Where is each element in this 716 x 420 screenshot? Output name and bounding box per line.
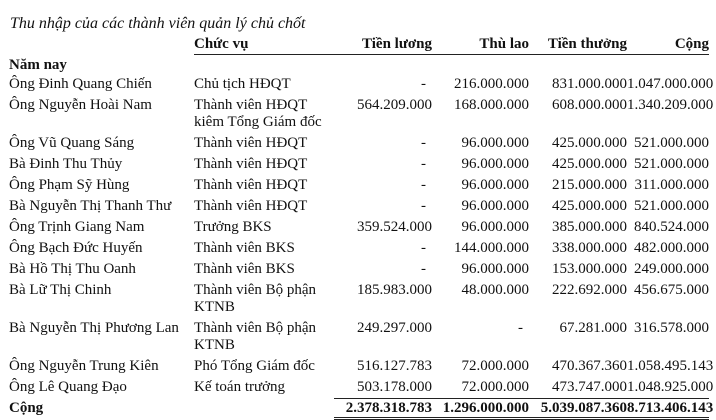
- bonus-cell: 67.281.000: [559, 320, 627, 336]
- member-role: [194, 217, 334, 238]
- member-name: Bà Đinh Thu Thủy: [9, 156, 123, 172]
- bonus-cell: 470.367.360: [552, 358, 627, 374]
- member-role-line1: Thành viên HĐQT: [194, 97, 308, 113]
- fee-cell: 216.000.000: [454, 76, 529, 92]
- member-role: [194, 356, 334, 377]
- total-cell: 1.047.000.000: [627, 76, 714, 92]
- fee-cell: 96.000.000: [461, 156, 529, 172]
- fee-cell: 144.000.000: [454, 240, 529, 256]
- bonus-cell: 425.000.000: [552, 135, 627, 151]
- member-name: Ông Bạch Đức Huyến: [9, 240, 143, 256]
- salary-cell: -: [421, 177, 426, 193]
- member-role-line1: Thành viên HĐQT: [194, 156, 308, 172]
- member-role: [194, 318, 334, 356]
- member-role-line1: Trưởng BKS: [194, 219, 272, 235]
- bonus-cell: 425.000.000: [552, 156, 627, 172]
- member-name: Bà Lữ Thị Chinh: [9, 282, 112, 298]
- compensation-table: [9, 36, 714, 420]
- section-label: Năm nay: [9, 57, 67, 73]
- salary-cell: 503.178.000: [357, 379, 432, 395]
- fee-cell: 168.000.000: [454, 97, 529, 113]
- total-cell: 316.578.000: [634, 320, 709, 336]
- member-role-line1: Thành viên HĐQT: [194, 198, 308, 214]
- member-role-line2: kiêm Tổng Giám đốc: [194, 114, 322, 130]
- salary-cell: -: [421, 198, 426, 214]
- header-fee: Thù lao: [432, 36, 529, 55]
- fee-cell: 72.000.000: [461, 379, 529, 395]
- total-cell: 840.524.000: [634, 219, 709, 235]
- salary-cell: -: [421, 156, 426, 172]
- header-total: Cộng: [627, 36, 709, 55]
- member-role-line2: KTNB: [194, 337, 235, 353]
- member-role-line1: Thành viên BKS: [194, 261, 295, 277]
- salary-cell: -: [421, 76, 426, 92]
- fee-cell: 48.000.000: [461, 282, 529, 298]
- bonus-cell: 425.000.000: [552, 198, 627, 214]
- fee-cell: 96.000.000: [461, 177, 529, 193]
- total-cell: 521.000.000: [634, 156, 709, 172]
- header-role: Chức vụ: [194, 36, 334, 55]
- totals-total: 8.713.406.143: [627, 399, 709, 419]
- member-name: Ông Vũ Quang Sáng: [9, 135, 135, 151]
- table-row: [9, 238, 709, 259]
- member-role: [194, 238, 334, 259]
- totals-salary: 2.378.318.783: [334, 399, 432, 419]
- total-cell: 1.340.209.000: [627, 97, 714, 113]
- member-role: [194, 280, 334, 318]
- fee-cell: 96.000.000: [461, 219, 529, 235]
- member-role-line1: Kế toán trưởng: [194, 379, 286, 395]
- salary-cell: 516.127.783: [357, 358, 432, 374]
- member-role: [194, 259, 334, 280]
- table-row: [9, 259, 709, 280]
- fee-cell: 96.000.000: [461, 261, 529, 277]
- table-row: [9, 280, 709, 318]
- bonus-cell: 385.000.000: [552, 219, 627, 235]
- salary-cell: -: [421, 261, 426, 277]
- member-name: Ông Phạm Sỹ Hùng: [9, 177, 130, 193]
- member-role-line2: KTNB: [194, 299, 235, 315]
- table-row: [9, 217, 709, 238]
- salary-cell: 359.524.000: [357, 219, 432, 235]
- table-body: [9, 55, 714, 399]
- salary-cell: 185.983.000: [357, 282, 432, 298]
- member-role-line1: Thành viên HĐQT: [194, 135, 308, 151]
- bonus-cell: 338.000.000: [552, 240, 627, 256]
- total-cell: 311.000.000: [634, 177, 709, 193]
- totals-role-empty: [194, 399, 334, 419]
- totals-row: [9, 399, 709, 419]
- section-row: [9, 55, 709, 75]
- member-name: Ông Nguyễn Trung Kiên: [9, 358, 159, 374]
- total-cell: 521.000.000: [634, 135, 709, 151]
- bonus-cell: 215.000.000: [552, 177, 627, 193]
- member-name: Ông Nguyễn Hoài Nam: [9, 97, 152, 113]
- totals-fee: 1.296.000.000: [432, 399, 529, 419]
- total-cell: 456.675.000: [634, 282, 709, 298]
- table-row: [9, 175, 709, 196]
- total-cell: 1.058.495.143: [627, 358, 714, 374]
- member-name: Ông Đinh Quang Chiến: [9, 76, 152, 92]
- member-role-line1: Phó Tổng Giám đốc: [194, 358, 315, 374]
- table-row: [9, 154, 709, 175]
- salary-cell: -: [421, 135, 426, 151]
- total-cell: 482.000.000: [634, 240, 709, 256]
- bonus-cell: 831.000.000: [552, 76, 627, 92]
- fee-cell: 96.000.000: [461, 135, 529, 151]
- member-name: Ông Lê Quang Đạo: [9, 379, 127, 395]
- header-salary: Tiền lương: [334, 36, 432, 55]
- member-name: Bà Nguyễn Thị Phương Lan: [9, 320, 179, 336]
- totals-label: Cộng: [9, 399, 44, 416]
- member-role-line1: Chủ tịch HĐQT: [194, 76, 291, 92]
- member-role: [194, 154, 334, 175]
- fee-cell: 72.000.000: [461, 358, 529, 374]
- member-role-line1: Thành viên BKS: [194, 240, 295, 256]
- table-title: Thu nhập của các thành viên quản lý chủ chốt: [10, 15, 306, 32]
- member-name: Bà Nguyễn Thị Thanh Thư: [9, 198, 172, 214]
- salary-cell: 564.209.000: [357, 97, 432, 113]
- member-role: [194, 175, 334, 196]
- bonus-cell: 222.692.000: [552, 282, 627, 298]
- fee-cell: -: [518, 320, 523, 336]
- salary-cell: 249.297.000: [357, 320, 432, 336]
- bonus-cell: 473.747.000: [552, 379, 627, 395]
- member-role-line1: Thành viên HĐQT: [194, 177, 308, 193]
- bonus-cell: 153.000.000: [552, 261, 627, 277]
- member-role: [194, 133, 334, 154]
- member-role: [194, 74, 334, 95]
- member-role: [194, 95, 334, 133]
- member-role: [194, 196, 334, 217]
- header-name: [9, 36, 194, 55]
- member-name: Ông Trịnh Giang Nam: [9, 219, 145, 235]
- total-cell: 1.048.925.000: [627, 379, 714, 395]
- totals-bonus: 5.039.087.360: [529, 399, 627, 419]
- salary-cell: -: [421, 240, 426, 256]
- bonus-cell: 608.000.000: [552, 97, 627, 113]
- fee-cell: 96.000.000: [461, 198, 529, 214]
- header-row: [9, 36, 709, 55]
- table-row: [9, 318, 709, 356]
- table-row: [9, 377, 709, 399]
- total-cell: 521.000.000: [634, 198, 709, 214]
- total-cell: 249.000.000: [634, 261, 709, 277]
- table-row: [9, 356, 709, 377]
- table-row: [9, 196, 709, 217]
- member-role: [194, 377, 334, 399]
- table-row: [9, 133, 709, 154]
- member-role-line1: Thành viên Bộ phận: [194, 320, 317, 336]
- table-row: [9, 95, 709, 133]
- member-name: Bà Hồ Thị Thu Oanh: [9, 261, 136, 277]
- member-role-line1: Thành viên Bộ phận: [194, 282, 317, 298]
- table-row: [9, 74, 709, 95]
- header-bonus: Tiền thưởng: [529, 36, 627, 55]
